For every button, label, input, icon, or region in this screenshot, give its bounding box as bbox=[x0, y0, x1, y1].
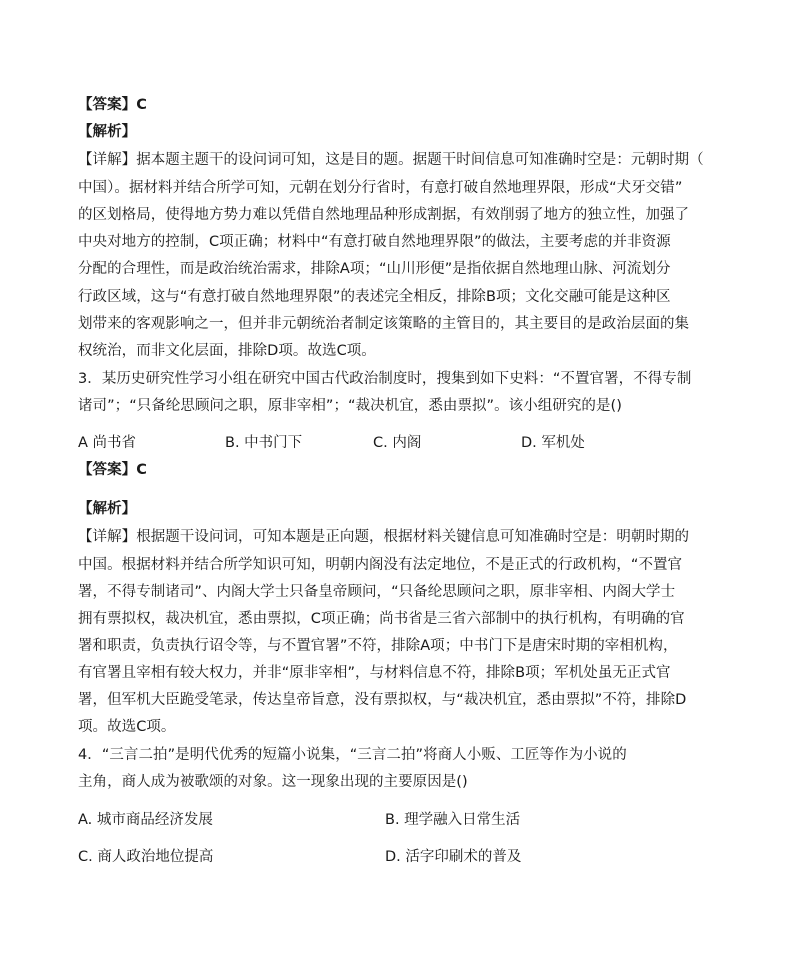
detail-line: 中国。根据材料并结合所学知识可知，明朝内阁没有法定地位，不是正式的行政机构，“不置官 bbox=[78, 557, 683, 573]
option-d: D. 军机处 bbox=[521, 435, 585, 451]
question-stem: 主角，商人成为被歌颂的对象。这一现象出现的主要原因是() bbox=[78, 774, 468, 790]
detail-line: 署和职责，负责执行诏令等，与不置官署”不符，排除A项；中书门下是唐宋时期的宰相机构， bbox=[78, 638, 678, 654]
detail-line: 的区划格局，使得地方势力难以凭借自然地理品种形成割据，有效削弱了地方的独立性，加强了 bbox=[78, 207, 690, 223]
detail-line: 署，不得专制诸司”、内阁大学士只备皇帝顾问，“只备纶思顾问之职，原非宰相、内阁大学士 bbox=[78, 584, 676, 600]
option-c: C. 商人政治地位提高 bbox=[78, 849, 214, 865]
question-stem: 4．“三言二拍”是明代优秀的短篇小说集，“三言二拍”将商人小贩、工匠等作为小说的 bbox=[78, 747, 627, 763]
detail-line: 【详解】据本题主题干的设问词可知，这是目的题。据题干时间信息可知准确时空是：元朝时期（ bbox=[78, 152, 704, 168]
detail-line: 署，但军机大臣跪受笔录，传达皇帝旨意，没有票拟权，与“裁决机宜，悉由票拟”不符，排除D bbox=[78, 692, 687, 708]
analysis-label: 【解析】 bbox=[78, 501, 137, 517]
option-c: C. 内阁 bbox=[373, 435, 422, 451]
detail-line: 行政区域，这与“有意打破自然地理界限”的表述完全相反，排除B项；文化交融可能是这种区 bbox=[78, 289, 671, 305]
option-b: B. 中书门下 bbox=[225, 435, 303, 451]
detail-line: 项。故选C项。 bbox=[78, 719, 176, 735]
analysis-label: 【解析】 bbox=[78, 124, 137, 140]
detail-line: 划带来的客观影响之一，但并非元朝统治者制定该策略的主管目的，其主要目的是政治层面的集 bbox=[78, 316, 690, 332]
option-d: D. 活字印刷术的普及 bbox=[385, 849, 522, 865]
detail-line: 有官署且宰相有较大权力，并非“原非宰相”，与材料信息不符，排除B项；军机处虽无正式官 bbox=[78, 665, 671, 681]
option-a: A 尚书省 bbox=[78, 435, 137, 451]
detail-line: 中央对地方的控制，C项正确；材料中“有意打破自然地理界限”的做法，主要考虑的并非资源 bbox=[78, 234, 671, 250]
detail-line: 权统治，而非文化层面，排除D项。故选C项。 bbox=[78, 343, 376, 359]
question-stem: 3．某历史研究性学习小组在研究中国古代政治制度时，搜集到如下史料：“不置官署，不得专制 bbox=[78, 371, 692, 387]
option-b: B. 理学融入日常生活 bbox=[385, 812, 521, 828]
question-stem: 诸司”；“只备纶思顾问之职，原非宰相”；“裁决机宜，悉由票拟”。该小组研究的是() bbox=[78, 398, 622, 414]
answer-label: 【答案】C bbox=[78, 97, 147, 113]
detail-line: 分配的合理性，而是政治统治需求，排除A项；“山川形便”是指依据自然地理山脉、河流划分 bbox=[78, 261, 671, 277]
detail-line: 拥有票拟权，裁决机宜，悉由票拟，C项正确；尚书省是三省六部制中的执行机构，有明确的官 bbox=[78, 611, 685, 627]
detail-line: 【详解】根据题干设问词，可知本题是正向题，根据材料关键信息可知准确时空是：明朝时期的 bbox=[78, 529, 690, 545]
detail-line: 中国）。据材料并结合所学可知，元朝在划分行省时，有意打破自然地理界限，形成“犬牙交错” bbox=[78, 180, 683, 196]
option-a: A. 城市商品经济发展 bbox=[78, 812, 213, 828]
answer-label: 【答案】C bbox=[78, 462, 147, 478]
